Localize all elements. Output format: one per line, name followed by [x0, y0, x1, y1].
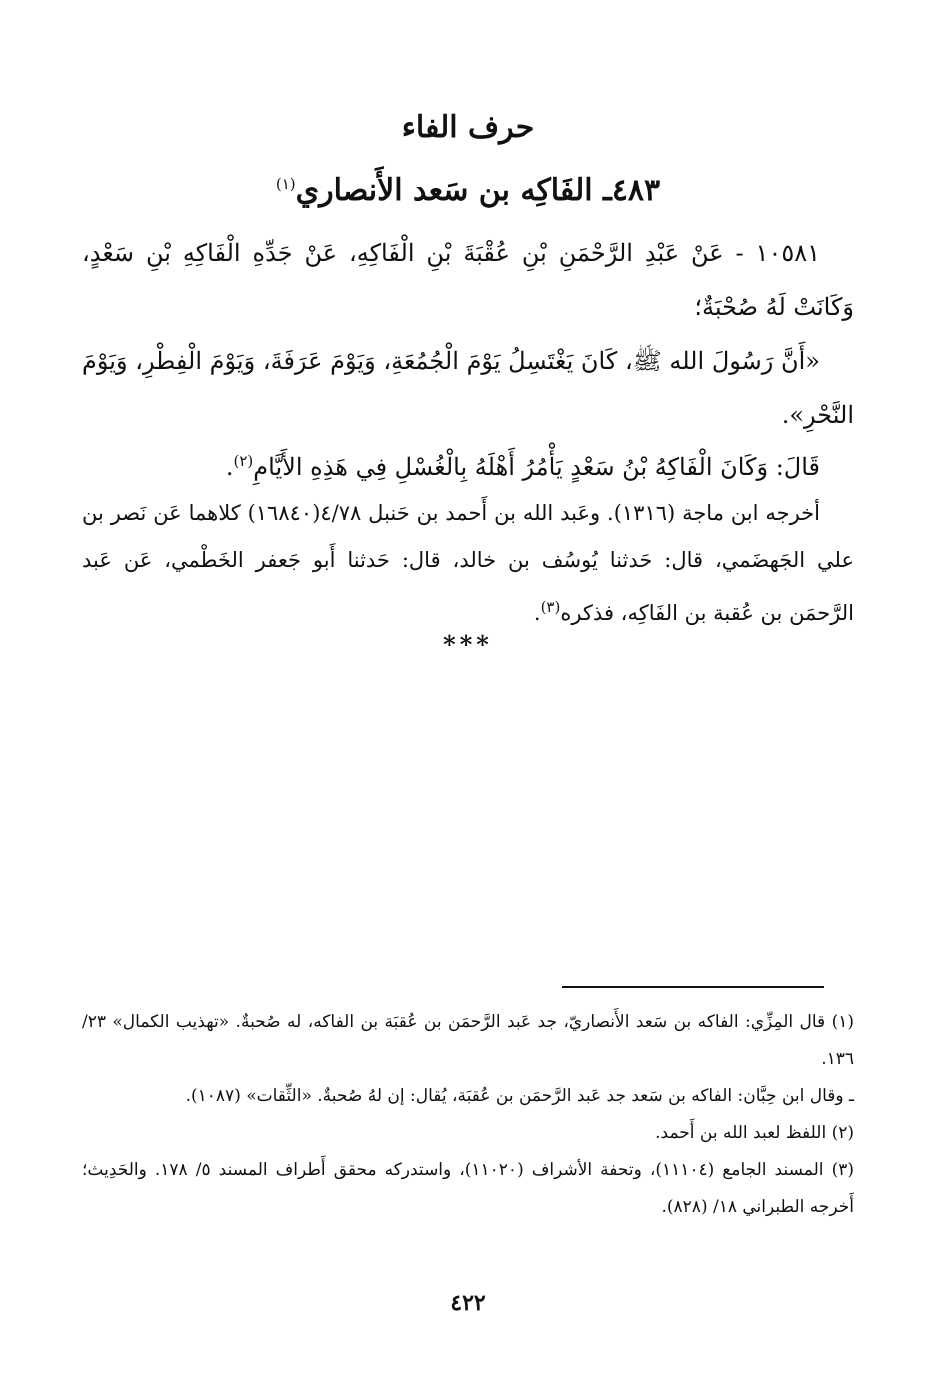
footnote-marker: (١) — [831, 1012, 854, 1032]
entry-name: ـ الفَاكِه بن سَعد الأَنصاري — [295, 173, 612, 208]
footnote-rule — [562, 986, 824, 988]
separator-stars: *** — [443, 630, 493, 659]
section-separator — [0, 630, 936, 659]
footnote-1-continued — [82, 1078, 854, 1115]
page-number — [0, 1290, 936, 1316]
qala-footnote-ref: (٢) — [233, 452, 254, 470]
hadith-qala: قَالَ: وَكَانَ الْفَاكِهُ بْنُ سَعْدٍ يَأْمُرُ أَهْلَهُ بِالْغُسْلِ فِي هَذِهِ الأَيَّامِ$^{(٢)}$. — [225, 452, 820, 481]
footnote-1 — [82, 1004, 854, 1078]
takhrij-footnote-ref: (٣) — [540, 598, 561, 616]
footnote-3 — [82, 1152, 854, 1226]
takhrij-text: أخرجه ابن ماجة (١٣١٦). وعَبد الله بن أَحمد بن حَنبل ٤/٧٨(١٦٨٤٠) كلاهما عَن نَصر بن علي الجَهضَمي، قال: حَدثنا يُوسُف بن خالد، قال: حَدثنا أَبو جَعفر الخَطْمي، عَن عَبد الرَّحمَن بن عُقبة بن الفَاكِه، فذكره — [82, 501, 854, 625]
takhrij-paragraph — [82, 490, 854, 637]
footnote-text: قال المِزِّي: الفاكه بن سَعد الأَنصاريّ، جد عَبد الرَّحمَن بن عُقبَة بن الفاكه، له صُحبةٌ. «تهذيب الكمال» ٢٣/ ١٣٦. — [82, 1012, 854, 1069]
takhrij-end: . — [533, 601, 541, 625]
entry-footnote-ref: (١) — [275, 175, 296, 193]
footnote-marker: ـ — [849, 1086, 854, 1106]
page-number-text: ٤٢٢ — [450, 1290, 486, 1316]
hadith-qala-text: قَالَ: وَكَانَ الْفَاكِهُ بْنُ سَعْدٍ يَأْمُرُ أَهْلَهُ بِالْغُسْلِ فِي هَذِهِ الأَيَّامِ — [253, 453, 820, 481]
footnote-2 — [82, 1115, 854, 1152]
hadith-isnad — [82, 226, 854, 334]
footnotes — [82, 1004, 854, 1226]
footnote-text: اللفظ لعبد الله بن أَحمد. — [655, 1123, 827, 1143]
footnote-text: وقال ابن حِبَّان: الفاكه بن سَعد جد عَبد الرَّحمَن بن عُقبَة، يُقال: إن لهُ صُحبةٌ. «الثِّقات» (١٠٨٧). — [185, 1086, 844, 1106]
hadith-matn-text: «أَنَّ رَسُولَ الله ﷺ، كَانَ يَغْتَسِلُ يَوْمَ الْجُمُعَةِ، وَيَوْمَ عَرَفَةَ، وَيَوْمَ الْفِطْرِ، وَيَوْمَ النَّحْرِ». — [82, 347, 854, 429]
footnote-marker: (٣) — [831, 1160, 854, 1180]
footnote-text: المسند الجامع (١١١٠٤)، وتحفة الأشراف (١١٠٢٠)، واستدركه محقق أَطراف المسند ٥/ ١٧٨. والحَدِيث؛ أَخرجه الطبراني ١٨/ (٨٢٨). — [82, 1160, 854, 1217]
entry-heading — [0, 162, 936, 213]
hadith-isnad-text: ١٠٥٨١ - عَنْ عَبْدِ الرَّحْمَنِ بْنِ عُقْبَةَ بْنِ الْفَاكِهِ، عَنْ جَدِّهِ الْفَاكِهِ بْنِ سَعْدٍ، وَكَانَتْ لَهُ صُحْبَةٌ؛ — [82, 239, 854, 321]
chapter-title — [0, 108, 936, 148]
chapter-title-text: حرف الفاء — [401, 110, 535, 145]
hadith-matn — [82, 334, 854, 442]
footnote-marker: (٢) — [831, 1123, 854, 1143]
entry-number: ٤٨٣ — [611, 173, 661, 208]
